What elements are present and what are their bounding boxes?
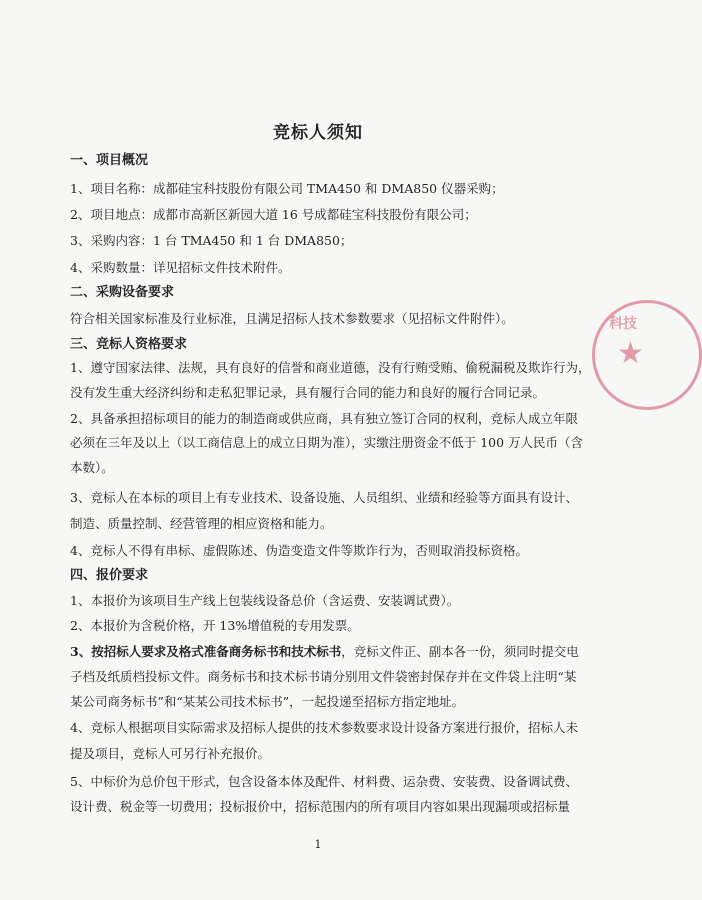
text-line: 设计费、税金等一切费用；投标报价中，招标范围内的所有项目内容如果出现漏项或招标量: [70, 799, 571, 814]
text-line: 子档及纸质档投标文件。商务标书和技术标书请分别用文件袋密封保存并在文件袋上注明“某: [70, 669, 577, 684]
text-line: 1、遵守国家法律、法规，具有良好的信誉和商业道德，没有行贿受贿、偷税漏税及欺诈行为，: [70, 360, 591, 375]
bold-text: 3、按招标人要求及格式准备商务标书和技术标书: [70, 644, 342, 659]
page-title: 竞标人须知: [273, 123, 363, 143]
text-line: 某公司商务标书”和“某某公司技术标书”，一起投递至招标方指定地址。: [70, 694, 465, 709]
text-line: 2、项目地点：成都市高新区新园大道 16 号成都硅宝科技股份有限公司；: [70, 207, 477, 222]
stamp-text: 科技: [609, 316, 637, 332]
text-line: 4、竞标人根据项目实际需求及招标人提供的技术参数要求设计设备方案进行报价，招标人未: [70, 720, 578, 735]
text-line: 2、具备承担招标项目的能力的制造商或供应商，具有独立签订合同的权利，竞标人成立年限: [70, 411, 578, 426]
text-line: 提及项目，竞标人可另行补充报价。: [70, 746, 271, 761]
section-heading: 四、报价要求: [70, 568, 149, 583]
text-line: 3、采购内容：1 台 TMA450 和 1 台 DMA850；: [70, 233, 353, 248]
company-seal-stamp: [592, 300, 702, 410]
text-line: 1、项目名称：成都硅宝科技股份有限公司 TMA450 和 DMA850 仪器采购；: [70, 181, 504, 196]
section-heading: 二、采购设备要求: [70, 285, 175, 300]
text-line: 1、本报价为该项目生产线上包装线设备总价（含运费、安装调试费）。: [70, 593, 460, 608]
text-line: 制造、质量控制、经营管理的相应资格和能力。: [70, 516, 333, 531]
section-heading: 三、竞标人资格要求: [70, 337, 188, 352]
text-line: 必须在三年及以上（以工商信息上的成立日期为准），实缴注册资金不低于 100 万人民币（含: [70, 435, 584, 450]
text-line: 4、采购数量：详见招标文件技术附件。: [70, 260, 291, 275]
text-line: 5、中标价为总价包干形式，包含设备本体及配件、材料费、运杂费、安装费、设备调试费、: [70, 774, 578, 789]
text-rest: ，竞标文件正、副本各一份，须同时提交电: [341, 644, 579, 659]
star-icon: ★: [617, 336, 644, 371]
text-line: 4、竞标人不得有串标、虚假陈述、伪造变造文件等欺诈行为，否则取消投标资格。: [70, 543, 528, 558]
text-line: 3、竞标人在本标的项目上有专业技术、设备设施、人员组织、业绩和经验等方面具有设计、: [70, 490, 578, 505]
text-line: 本数）。: [70, 460, 114, 475]
text-line: 2、本报价为含税价格，开 13%增值税的专用发票。: [70, 618, 360, 633]
text-line: [70, 642, 590, 662]
page-number: 1: [314, 838, 322, 851]
text-line: 没有发生重大经济纠纷和走私犯罪记录，具有履行合同的能力和良好的履行合同记录。: [70, 385, 546, 400]
text-line: 符合相关国家标准及行业标准，且满足招标人技术参数要求（见招标文件附件）。: [70, 311, 514, 326]
section-heading: 一、项目概况: [70, 153, 149, 168]
